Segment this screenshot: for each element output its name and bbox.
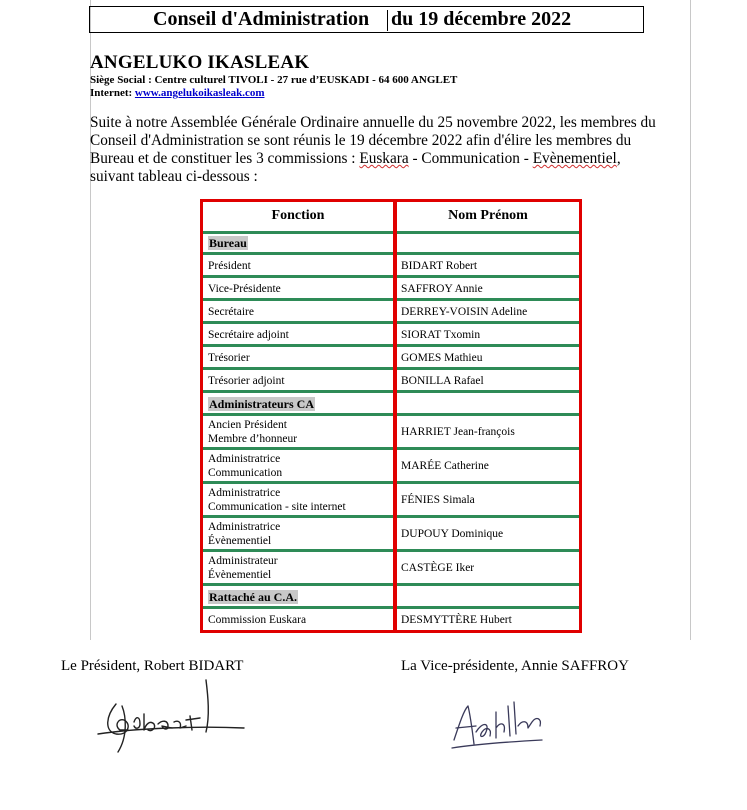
function-line-1: Administratrice	[208, 521, 281, 533]
name-cell: BIDART Robert	[401, 259, 478, 272]
function-cell: Secrétaire adjoint	[208, 328, 289, 341]
intro-line-3-mid: - Communication -	[408, 150, 533, 167]
intro-line-3	[90, 150, 688, 168]
name-cell: DESMYTTÈRE Hubert	[401, 613, 512, 626]
name-cell: MARÉE Catherine	[401, 460, 489, 472]
intro-line-3-text: Bureau et de constituer les 3 commissions :	[90, 150, 360, 167]
word-euskara: Euskara	[359, 150, 409, 167]
name-cell: BONILLA Rafael	[401, 374, 484, 387]
name-cell: SAFFROY Annie	[401, 282, 483, 295]
website-link[interactable]: www.angelukoikasleak.com	[134, 87, 265, 99]
organization-name: ANGELUKO IKASLEAK	[90, 52, 310, 73]
intro-line-1: Suite à notre Assemblée Générale Ordinaire annuelle du 25 novembre 2022, les membres du	[90, 114, 656, 131]
page-margin-right	[690, 0, 691, 640]
function-line-2: Communication	[208, 467, 283, 479]
function-line-2: Membre d’honneur	[208, 433, 298, 445]
function-cell: Trésorier adjoint	[208, 374, 285, 387]
function-line-1: Administratrice	[208, 487, 281, 499]
header-function: Fonction	[271, 207, 325, 223]
function-line-1: Administrateur	[208, 555, 278, 567]
function-line-2: Communication - site internet	[208, 501, 346, 513]
function-column-border	[200, 199, 396, 633]
function-cell: Secrétaire	[208, 305, 254, 318]
internet-separator: :	[128, 87, 135, 99]
name-cell: DUPOUY Dominique	[401, 528, 504, 540]
function-cell: Commission Euskara	[208, 613, 307, 626]
members-table	[200, 199, 582, 633]
section-label-attached: Rattaché au C.A.	[209, 589, 297, 604]
section-label-bureau: Bureau	[209, 235, 247, 250]
intro-line-2: Conseil d'Administration se sont réunis le 19 décembre 2022 afin d'élire les membres du	[90, 132, 632, 149]
name-cell: HARRIET Jean-françois	[401, 426, 515, 438]
name-cell: DERREY-VOISIN Adeline	[401, 305, 528, 318]
title-box	[89, 6, 644, 33]
section-label-administrateurs: Administrateurs CA	[209, 396, 314, 411]
title-part-2: du 19 décembre 2022	[391, 8, 572, 30]
name-cell: GOMES Mathieu	[401, 351, 483, 364]
function-line-2: Évènementiel	[208, 569, 272, 581]
word-evenementiel: Evènementiel	[532, 150, 617, 167]
name-cell: CASTÈGE Iker	[401, 562, 475, 574]
function-line-2: Évènementiel	[208, 535, 272, 547]
president-signature	[88, 676, 248, 760]
president-signature-label: Le Président, Robert BIDART	[61, 658, 244, 674]
internet-label: Internet	[90, 87, 129, 99]
header-name: Nom Prénom	[448, 207, 528, 223]
intro-paragraph	[90, 114, 688, 186]
head-office-line	[90, 74, 457, 86]
text-cursor	[387, 10, 388, 31]
function-cell: Trésorier	[208, 351, 250, 364]
internet-line	[90, 87, 265, 99]
name-cell: FÉNIES Simala	[401, 494, 475, 506]
vice-president-signature	[446, 692, 556, 754]
function-line-1: Administratrice	[208, 453, 281, 465]
title-part-1: Conseil d'Administration	[153, 8, 370, 30]
intro-line-4: suivant tableau ci-dessous :	[90, 168, 258, 185]
intro-line-3-end: ,	[616, 150, 621, 167]
head-office-value: : Centre culturel TIVOLI - 27 rue d’EUSKADI - 64 600 ANGLET	[148, 74, 458, 86]
vice-president-signature-label: La Vice-présidente, Annie SAFFROY	[401, 658, 629, 674]
name-column-border	[394, 199, 582, 633]
function-line-1: Ancien Président	[208, 419, 287, 431]
name-text: SIORAT Txomin	[401, 328, 481, 341]
head-office-label: Siège Social	[90, 74, 146, 86]
function-cell: Président	[208, 259, 251, 272]
function-cell: Vice-Présidente	[208, 282, 281, 295]
